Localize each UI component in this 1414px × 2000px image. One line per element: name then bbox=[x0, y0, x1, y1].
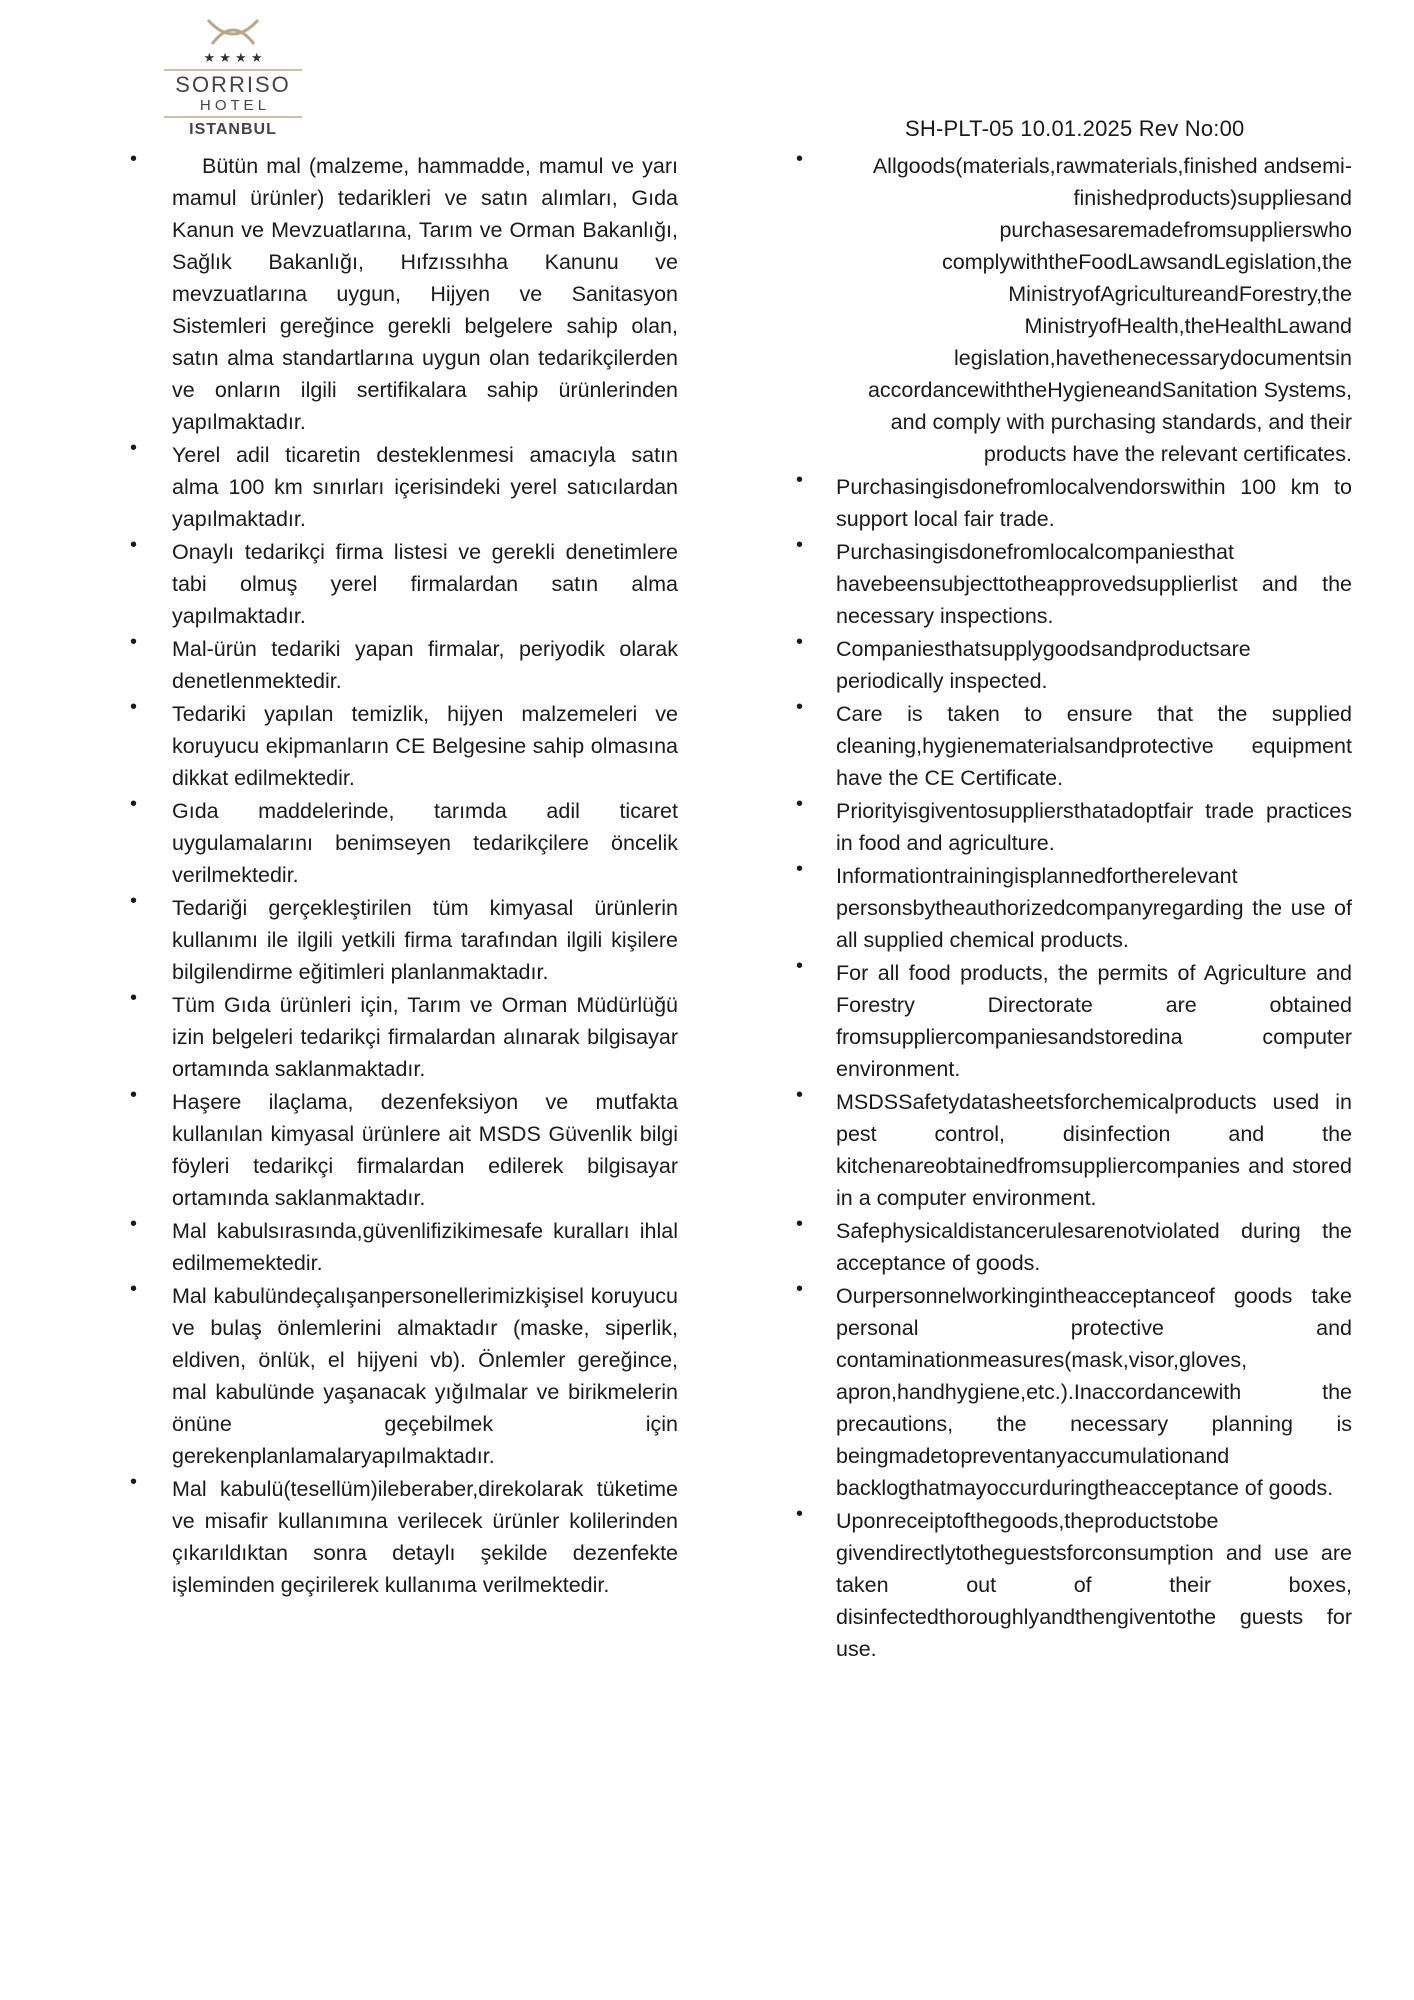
logo-city: ISTANBUL bbox=[189, 121, 277, 136]
list-item: • Gıda maddelerinde, tarımda adil ticaret uygulamalarını benimseyen tedarikçilere öncelik verilmektedir. bbox=[130, 795, 678, 891]
bullet-icon: • bbox=[796, 1503, 804, 1525]
hotel-logo bbox=[160, 14, 306, 136]
list-item: • Purchasingisdonefromlocalcompaniesthat havebeensubjecttotheapprovedsupplierlist and the necessary inspections. bbox=[796, 536, 1352, 632]
turkish-column bbox=[130, 150, 678, 1602]
bullet-icon: • bbox=[796, 631, 804, 653]
logo-emblem-icon bbox=[160, 14, 306, 136]
bullet-icon: • bbox=[130, 631, 138, 653]
bullet-icon: • bbox=[796, 534, 804, 556]
list-item: • Priorityisgiventosuppliersthatadoptfair trade practices in food and agriculture. bbox=[796, 795, 1352, 859]
list-item: • Ourpersonnelworkingintheacceptanceof goods take personal protective and contaminationmeasures(mask,visor,gloves, apron,handhygiene,etc.).Inaccordancewith the precautions, the necessary planning is beingmadetopreventanyaccumulationand backlogthatmayoccurduringtheacceptance of goods. bbox=[796, 1280, 1352, 1504]
logo-hotel: H O T E L bbox=[199, 97, 267, 114]
list-item: • Allgoods(materials,rawmaterials,finished andsemi-finishedproducts)suppliesand purchasesaremadefromsupplierswho complywiththeFoodLawsandLegislation,the MinistryofAgricultureandForestry,the MinistryofHealth,theHealthLawand legislation,havethenecessarydocumentsin accordancewiththeHygieneandSanitation Systems, and comply with purchasing standards, and their products have the relevant certificates. bbox=[796, 150, 1352, 470]
bullet-icon: • bbox=[130, 793, 138, 815]
list-item: • Safephysicaldistancerulesarenotviolated during the acceptance of goods. bbox=[796, 1215, 1352, 1279]
english-column bbox=[796, 150, 1352, 1666]
list-item: • Mal kabulü(tesellüm)ileberaber,direkolarak tüketime ve misafir kullanımına verilecek ürünler kolilerinden çıkarıldıktan sonra detaylı şekilde dezenfekte işleminden geçirilerek kullanıma verilmektedir. bbox=[130, 1473, 678, 1601]
bullet-icon: • bbox=[130, 534, 138, 556]
bullet-icon: • bbox=[130, 1471, 138, 1493]
bullet-icon: • bbox=[130, 1213, 138, 1235]
bullet-icon: • bbox=[796, 469, 804, 491]
bullet-icon: • bbox=[796, 1213, 804, 1235]
bullet-icon: • bbox=[130, 1084, 138, 1106]
list-item: • Tüm Gıda ürünleri için, Tarım ve Orman Müdürlüğü izin belgeleri tedarikçi firmalardan alınarak bilgisayar ortamında saklanmaktadır. bbox=[130, 989, 678, 1085]
bullet-icon: • bbox=[130, 437, 138, 459]
bullet-icon: • bbox=[796, 793, 804, 815]
logo-name: SORRISO bbox=[175, 72, 291, 97]
bullet-icon: • bbox=[130, 148, 138, 170]
bullet-icon: • bbox=[796, 955, 804, 977]
list-item: • Tedariki yapılan temizlik, hijyen malzemeleri ve koruyucu ekipmanların CE Belgesine sahip olmasına dikkat edilmektedir. bbox=[130, 698, 678, 794]
bullet-icon: • bbox=[130, 987, 138, 1009]
list-item: • Bütün mal (malzeme, hammadde, mamul ve yarı mamul ürünler) tedarikleri ve satın alımları, Gıda Kanun ve Mevzuatlarına, Tarım ve Orman Bakanlığı, Sağlık Bakanlığı, Hıfzıssıhha Kanunu ve mevzuatlarına uygun, Hijyen ve Sanitasyon Sistemleri gereğince gerekli belgelere sahip olan, satın alma standartlarına uygun olan tedarikçilerden ve onların ilgili sertifikalara sahip ürünlerinden yapılmaktadır. bbox=[130, 150, 678, 438]
list-item: • Onaylı tedarikçi firma listesi ve gerekli denetimlere tabi olmuş yerel firmalardan satın alma yapılmaktadır. bbox=[130, 536, 678, 632]
logo-stars: ★ ★ ★ ★ bbox=[203, 51, 263, 66]
list-item: • Purchasingisdonefromlocalvendorswithin 100 km to support local fair trade. bbox=[796, 471, 1352, 535]
bullet-icon: • bbox=[796, 858, 804, 880]
bullet-icon: • bbox=[796, 148, 804, 170]
list-item: • Yerel adil ticaretin desteklenmesi amacıyla satın alma 100 km sınırları içerisindeki yerel satıcılardan yapılmaktadır. bbox=[130, 439, 678, 535]
list-item: • Mal kabulündeçalışanpersonellerimizkişisel koruyucu ve bulaş önlemlerini almaktadır (maske, siperlik, eldiven, önlük, el hijyeni vb). Önlemler gereğince, mal kabulünde yaşanacak yığılmalar ve birikmelerin önüne geçebilmek için gerekenplanlamalaryapılmaktadır. bbox=[130, 1280, 678, 1472]
list-item: • Companiesthatsupplygoodsandproductsare periodically inspected. bbox=[796, 633, 1352, 697]
bullet-icon: • bbox=[130, 696, 138, 718]
list-item: • Mal-ürün tedariki yapan firmalar, periyodik olarak denetlenmektedir. bbox=[130, 633, 678, 697]
bullet-icon: • bbox=[130, 890, 138, 912]
list-item: • For all food products, the permits of Agriculture and Forestry Directorate are obtained fromsuppliercompaniesandstoredina computer environment. bbox=[796, 957, 1352, 1085]
bullet-icon: • bbox=[796, 1084, 804, 1106]
list-item: • Uponreceiptofthegoods,theproductstobe givendirectlytotheguestsforconsumption and use are taken out of their boxes, disinfectedthoroughlyandthengiventothe guests for use. bbox=[796, 1505, 1352, 1665]
list-item: • Mal kabulsırasında,güvenlifizikimesafe kuralları ihlal edilmemektedir. bbox=[130, 1215, 678, 1279]
list-item: • Tedariği gerçekleştirilen tüm kimyasal ürünlerin kullanımı ile ilgili yetkili firma tarafından ilgili kişilere bilgilendirme eğitimleri planlanmaktadır. bbox=[130, 892, 678, 988]
turkish-list bbox=[130, 150, 678, 1601]
document-code: SH-PLT-05 10.01.2025 Rev No:00 bbox=[905, 116, 1245, 141]
english-list bbox=[796, 150, 1352, 1665]
list-item: • Haşere ilaçlama, dezenfeksiyon ve mutfakta kullanılan kimyasal ürünlere ait MSDS Güvenlik bilgi föyleri tedarikçi firmalardan edilerek bilgisayar ortamında saklanmaktadır. bbox=[130, 1086, 678, 1214]
list-item: • Care is taken to ensure that the supplied cleaning,hygienematerialsandprotective equipment have the CE Certificate. bbox=[796, 698, 1352, 794]
bullet-icon: • bbox=[130, 1278, 138, 1300]
bullet-icon: • bbox=[796, 1278, 804, 1300]
list-item: • MSDSSafetydatasheetsforchemicalproducts used in pest control, disinfection and the kitchenareobtainedfromsuppliercompanies and stored in a computer environment. bbox=[796, 1086, 1352, 1214]
bullet-icon: • bbox=[796, 696, 804, 718]
list-item: • Informationtrainingisplannedfortherelevant personsbytheauthorizedcompanyregarding the use of all supplied chemical products. bbox=[796, 860, 1352, 956]
